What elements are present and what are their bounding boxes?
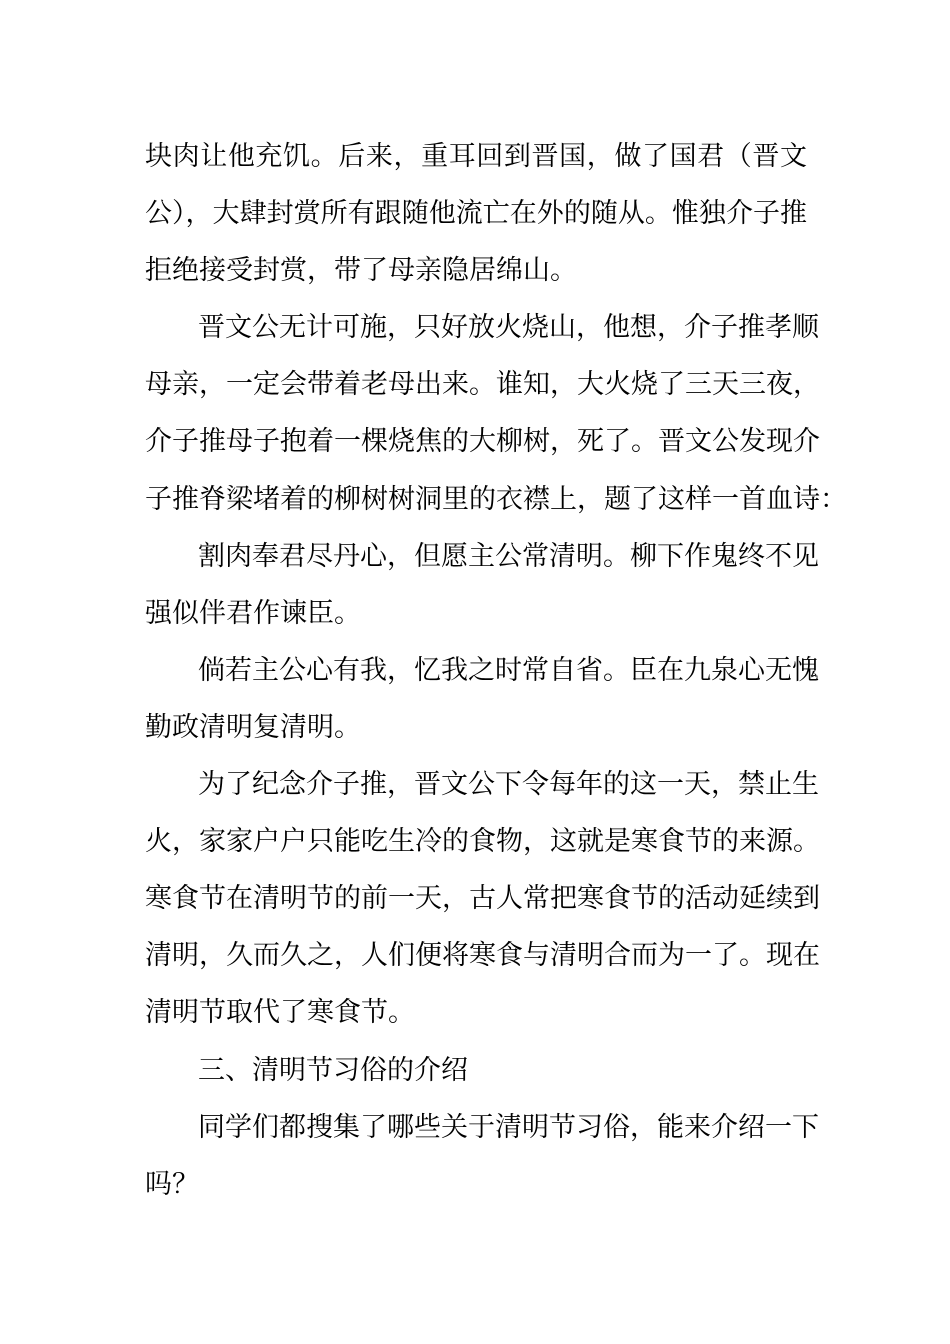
paragraph-start-line: 晋文公无计可施，只好放火烧山，他想，介子推孝顺 [198, 312, 819, 344]
paragraph-start-line: 同学们都搜集了哪些关于清明节习俗，能来介绍一下 [198, 1111, 819, 1143]
poem-line: 勤政清明复清明。 [145, 711, 361, 743]
text-line: 块肉让他充饥。后来，重耳回到晋国，做了国君（晋文 [145, 141, 807, 172]
text-line: 吗？ [145, 1168, 199, 1200]
text-line: 介子推母子抱着一棵烧焦的大柳树，死了。晋文公发现介 [145, 426, 820, 458]
text-line: 火，家家户户只能吃生冷的食物，这就是寒食节的来源。 [145, 826, 820, 858]
section-heading: 三、清明节习俗的介绍 [198, 1054, 468, 1086]
poem-line: 割肉奉君尽丹心，但愿主公常清明。柳下作鬼终不见 [198, 540, 819, 572]
text-line: 公），大肆封赏所有跟随他流亡在外的随从。惟独介子推 [145, 198, 807, 230]
text-line: 拒绝接受封赏，带了母亲隐居绵山。 [145, 255, 577, 287]
text-line: 清明，久而久之，人们便将寒食与清明合而为一了。现在 [145, 940, 820, 972]
text-line: 母亲，一定会带着老母出来。谁知，大火烧了三天三夜， [145, 369, 820, 401]
text-line: 寒食节在清明节的前一天，古人常把寒食节的活动延续到 [145, 883, 820, 915]
text-line: 子推脊梁堵着的柳树树洞里的衣襟上，题了这样一首血诗： [145, 483, 847, 515]
document-body [145, 128, 847, 1213]
poem-line: 倘若主公心有我，忆我之时常自省。臣在九泉心无愧 [198, 654, 819, 686]
text-line: 清明节取代了寒食节。 [145, 997, 415, 1029]
paragraph-start-line: 为了纪念介子推，晋文公下令每年的这一天，禁止生 [198, 769, 819, 801]
poem-line: 强似伴君作谏臣。 [145, 597, 361, 629]
